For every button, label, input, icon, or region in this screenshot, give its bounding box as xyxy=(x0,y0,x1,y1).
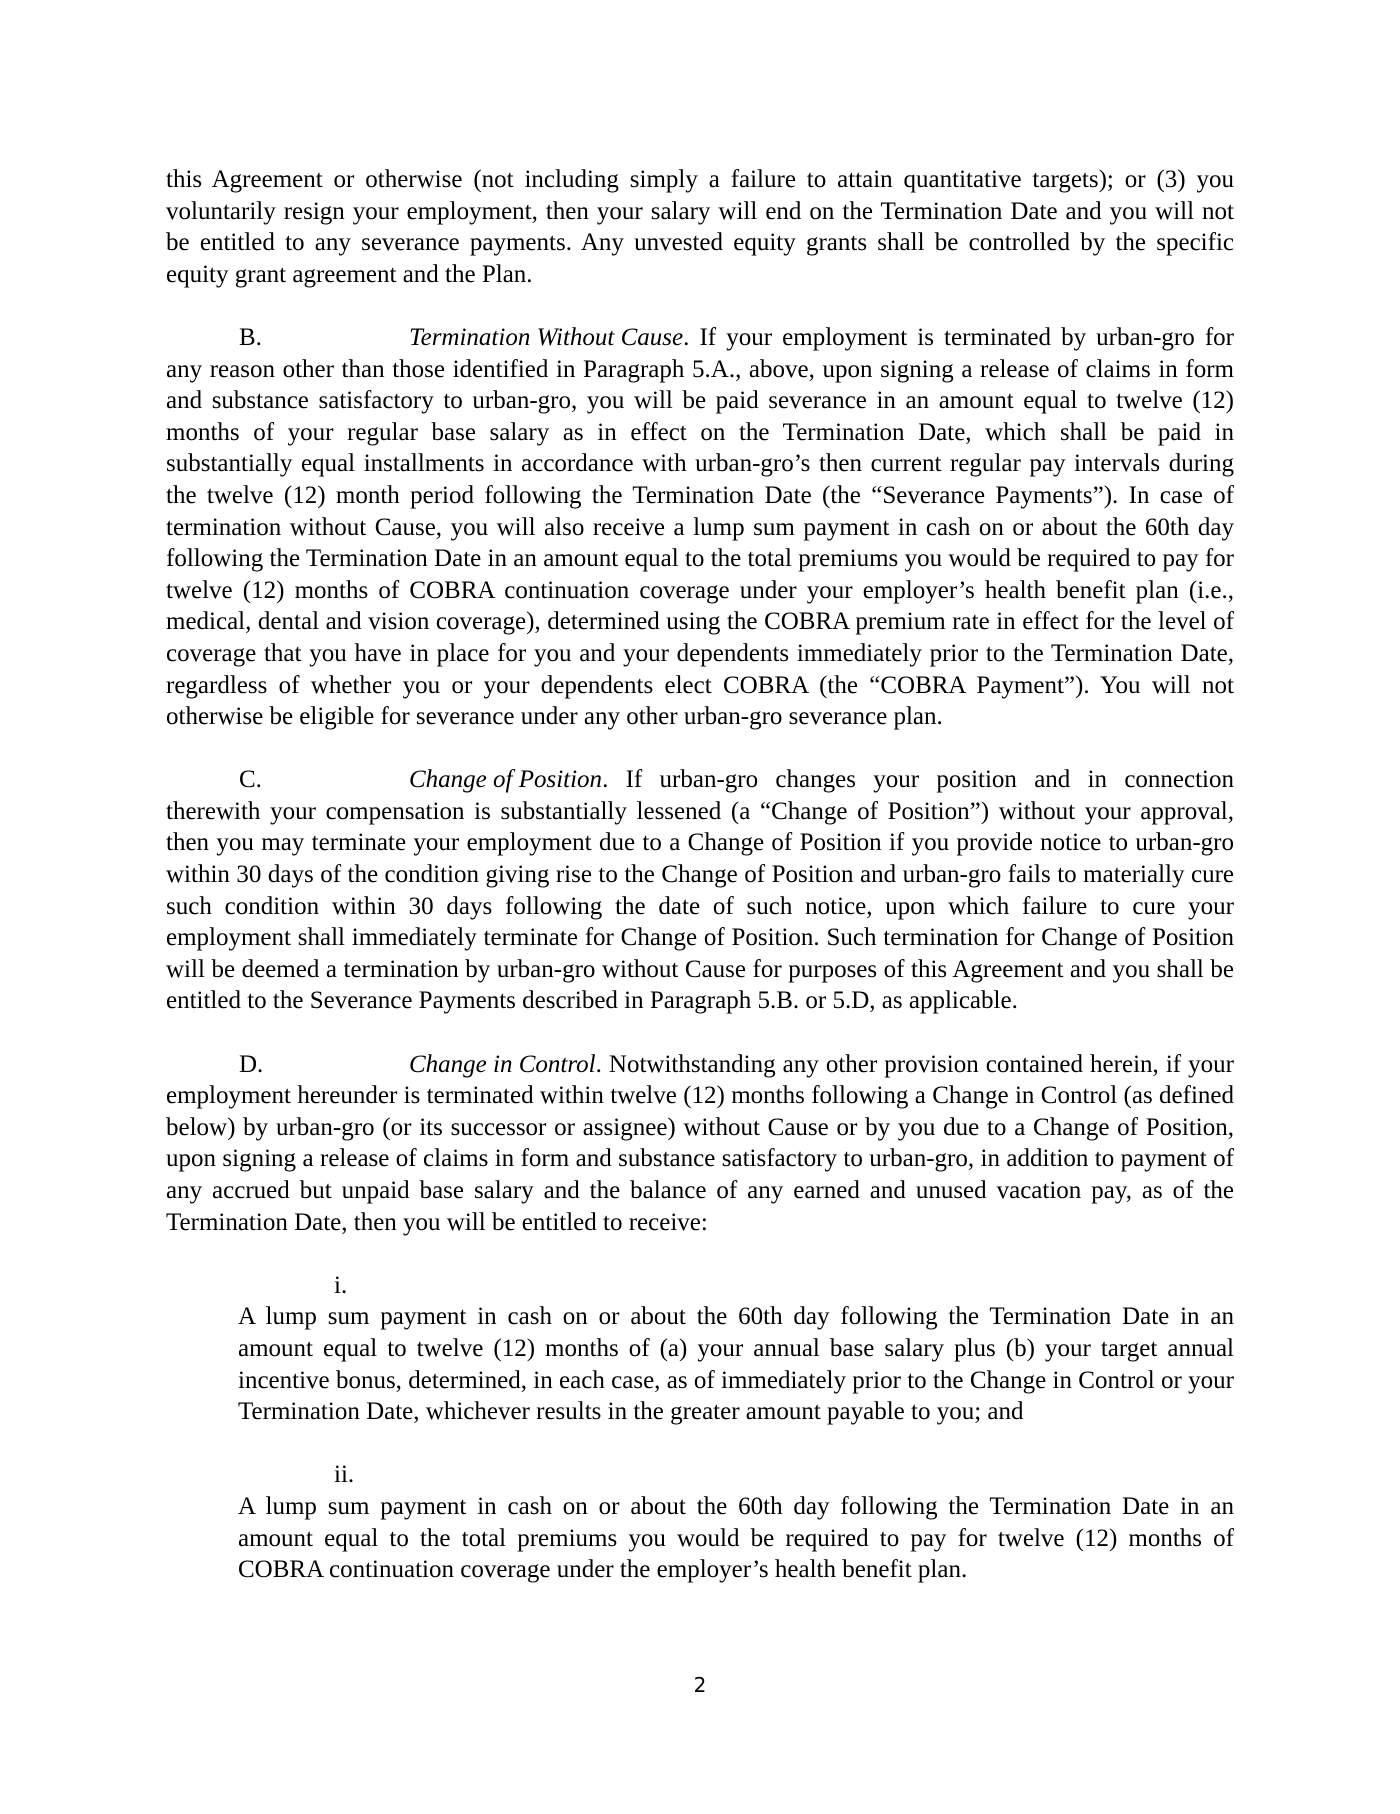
item-ii-text: A lump sum payment in cash on or about the 60th day following the Termination Date in an amount equal to the total premiums you would be required to pay for twelve (12) months of COBRA continuation coverage under the employer’s health benefit plan. xyxy=(238,1492,1234,1584)
intro-paragraph xyxy=(166,164,1234,290)
document-page xyxy=(166,164,1234,1586)
section-c-paragraph: C. Change of Position. If urban-gro changes your position and in connection therewith your compensation is substantially lessened (a “Change of Position”) without your approval, then you may terminate your employment due to a Change of Position if you provide notice to urban-gro within 30 days of the condition giving rise to the Change of Position and urban-gro fails to materially cure such condition within 30 days following the date of such notice, upon which failure to cure your employment shall immediately terminate for Change of Position. Such termination for Change of Position will be deemed a termination by urban-gro without Cause for purposes of this Agreement and you shall be entitled to the Severance Payments described in Paragraph 5.B. or 5.D, as applicable. xyxy=(166,766,1234,1015)
page-number: 2 xyxy=(693,1673,707,1697)
paragraph-gap xyxy=(166,290,1234,322)
section-d-title: Change in Control xyxy=(409,1050,596,1078)
item-i-text: A lump sum payment in cash on or about the 60th day following the Termination Date in an amount equal to twelve (12) months of (a) your annual base salary plus (b) your target annual incentive bonus, determined, in each case, as of immediately prior to the Change in Control or your Termination Date, whichever results in the greater amount payable to you; and xyxy=(238,1303,1234,1426)
item-i-paragraph: i.A lump sum payment in cash on or about the 60th day following the Termination Date in an amount equal to twelve (12) months of (a) your annual base salary plus (b) your target annual incentive bonus, determined, in each case, as of immediately prior to the Change in Control or your Termination Date, whichever results in the greater amount payable to you; and xyxy=(166,1270,1234,1428)
section-d-body: Notwithstanding any other provision contained herein, if your employment hereunder is terminated within twelve (12) months following a Change in Control (as defined below) by urban-gro (or its successor or assignee) without Cause or by you due to a Change of Position, upon signing a release of claims in form and substance satisfactory to urban-gro, in addition to payment of any accrued but unpaid base salary and the balance of any earned and unused vacation pay, as of the Termination Date, then you will be entitled to receive: xyxy=(166,1050,1235,1236)
section-c-body: If urban-gro changes your position and in connection therewith your compensation is substantially lessened (a “Change of Position”) without your approval, then you may terminate your employment due to a Change of Position if you provide notice to urban-gro within 30 days of the condition giving rise to the Change of Position and urban-gro fails to materially cure such condition within 30 days following the date of such notice, upon which failure to cure your employment shall immediately terminate for Change of Position. Such termination for Change of Position will be deemed a termination by urban-gro without Cause for purposes of this Agreement and you shall be entitled to the Severance Payments described in Paragraph 5.B. or 5.D, as applicable. xyxy=(166,766,1234,1015)
paragraph-gap xyxy=(166,1428,1234,1460)
section-b-body: If your employment is terminated by urban-gro for any reason other than those identified in Paragraph 5.A., above, upon signing a release of claims in form and substance satisfactory to urban-gro, you will be paid severance in an amount equal to twelve (12) months of your regular base salary as in effect on the Termination Date, which shall be paid in substantially equal installments in accordance with urban-gro’s then current regular pay intervals during the twelve (12) month period following the Termination Date (the “Severance Payments”). In case of termination without Cause, you will also receive a lump sum payment in cash on or about the 60th day following the Termination Date in an amount equal to the total premiums you would be required to pay for twelve (12) months of COBRA continuation coverage under your employer’s health benefit plan (i.e., medical, dental and vision coverage), determined using the COBRA premium rate in effect for the level of coverage that you have in place for you and your dependents immediately prior to the Termination Date, regardless of whether you or your dependents elect COBRA (the “COBRA Payment”). You will not otherwise be eligible for severance under any other urban-gro severance plan. xyxy=(166,323,1235,731)
intro-text: this Agreement or otherwise (not including simply a failure to attain quantitative targets); or (3) you voluntarily resign your employment, then your salary will end on the Termination Date and you will not be entitled to any severance payments. Any unvested equity grants shall be controlled by the specific equity grant agreement and the Plan. xyxy=(166,166,1234,288)
paragraph-gap xyxy=(166,1017,1234,1049)
section-c-title: Change of Position xyxy=(409,766,603,794)
item-ii-paragraph: ii.A lump sum payment in cash on or about the 60th day following the Termination Date in an amount equal to the total premiums you would be required to pay for twelve (12) months of COBRA continuation coverage under the employer’s health benefit plan. xyxy=(166,1459,1234,1585)
paragraph-gap xyxy=(166,733,1234,765)
paragraph-gap xyxy=(166,1238,1234,1270)
section-d-paragraph: D. Change in Control. Notwithstanding any other provision contained herein, if your employment hereunder is terminated within twelve (12) months following a Change in Control (as defined below) by urban-gro (or its successor or assignee) without Cause or by you due to a Change of Position, upon signing a release of claims in form and substance satisfactory to urban-gro, in addition to payment of any accrued but unpaid base salary and the balance of any earned and unused vacation pay, as of the Termination Date, then you will be entitled to receive: xyxy=(166,1050,1235,1236)
section-b-paragraph: B. Termination Without Cause. If your employment is terminated by urban-gro for any reason other than those identified in Paragraph 5.A., above, upon signing a release of claims in form and substance satisfactory to urban-gro, you will be paid severance in an amount equal to twelve (12) months of your regular base salary as in effect on the Termination Date, which shall be paid in substantially equal installments in accordance with urban-gro’s then current regular pay intervals during the twelve (12) month period following the Termination Date (the “Severance Payments”). In case of termination without Cause, you will also receive a lump sum payment in cash on or about the 60th day following the Termination Date in an amount equal to the total premiums you would be required to pay for twelve (12) months of COBRA continuation coverage under your employer’s health benefit plan (i.e., medical, dental and vision coverage), determined using the COBRA premium rate in effect for the level of coverage that you have in place for you and your dependents immediately prior to the Termination Date, regardless of whether you or your dependents elect COBRA (the “COBRA Payment”). You will not otherwise be eligible for severance under any other urban-gro severance plan. xyxy=(166,323,1235,731)
section-b-title: Termination Without Cause xyxy=(409,323,684,351)
